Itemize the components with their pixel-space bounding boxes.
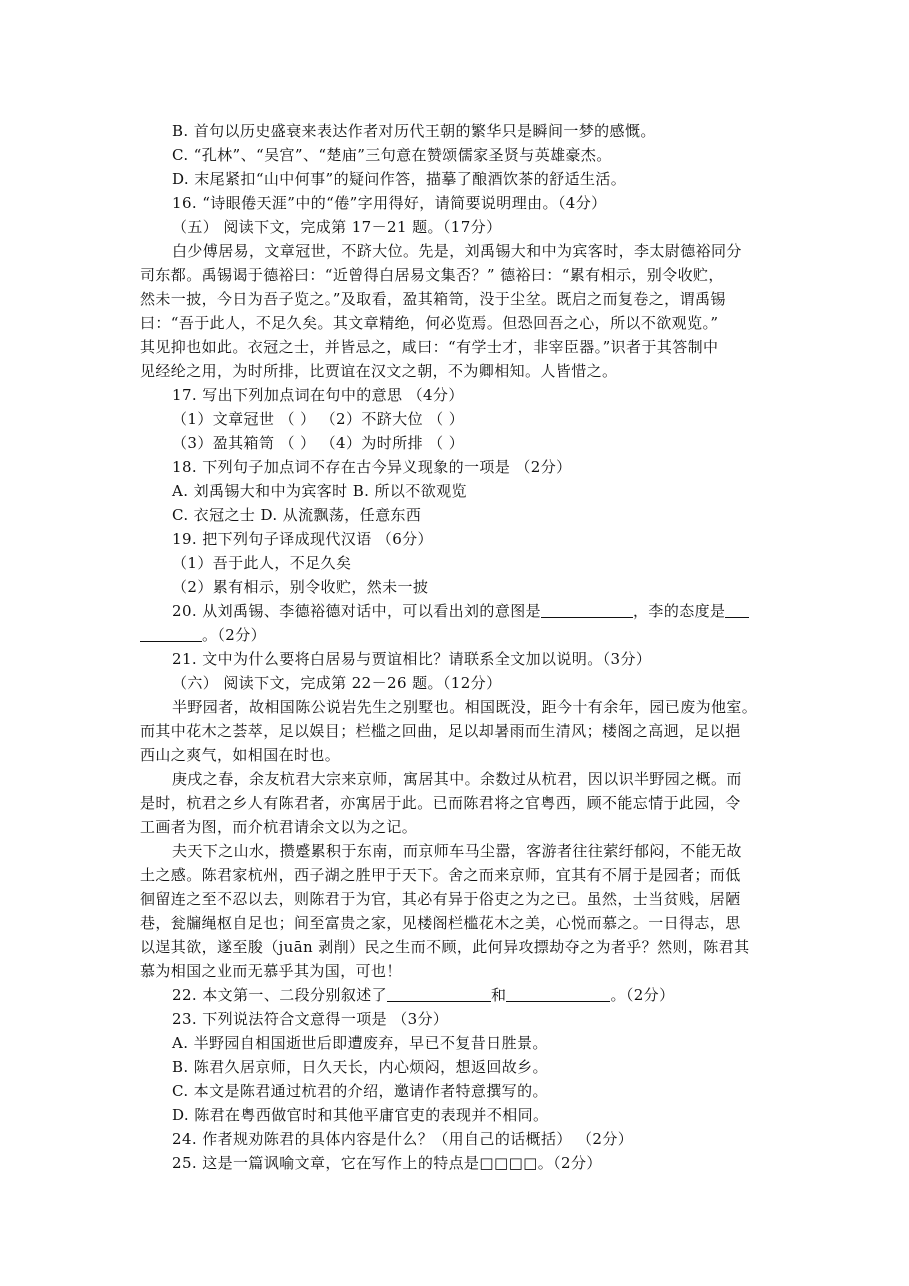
question-22 (172, 985, 674, 1005)
question-23-option: A. 半野园自相国逝世后即遭废弃，早已不复昔日胜景。 (172, 1034, 548, 1052)
question-20-points: 。（2分） (202, 626, 267, 644)
answer-blank[interactable] (506, 986, 610, 1002)
question-22-text: 22. 本文第一、二段分别叙述了 (172, 986, 388, 1004)
q15-option-d: D. 末尾紧扣“山中何事”的疑问作答，描摹了酿酒饮茶的舒适生活。 (172, 170, 627, 188)
passage-6-line: 是时，杭君之乡人有陈君者，亦寓居于此。已而陈君将之官粤西，顾不能忘情于此园，令 (140, 794, 741, 812)
passage-5-line: 见经纶之用，为时所排，比贾谊在汉文之朝，不为卿相知。人皆惜之。 (140, 362, 618, 380)
question-23: 23. 下列说法符合文意得一项是 （3分） (172, 1010, 449, 1028)
section-6-header: （六） 阅读下文，完成第 22－26 题。（12分） (172, 674, 502, 692)
passage-6-line: 工画者为图，而介杭君请余文以为之记。 (140, 818, 418, 836)
question-20-text: 20. 从刘禹锡、李德裕德对话中，可以看出刘的意图是 (172, 602, 542, 620)
question-17-item: （3）盈其箱笥 （ ） （4）为时所排 （ ） (172, 434, 465, 452)
answer-blank[interactable] (541, 602, 633, 618)
question-23-option: B. 陈君久居京师，日久天长，内心烦闷，想返回故乡。 (172, 1058, 548, 1076)
section-5-header: （五） 阅读下文，完成第 17－21 题。（17分） (172, 218, 502, 236)
question-16: 16. “诗眼倦天涯”中的“倦”字用得好，请简要说明理由。（4分） (172, 194, 607, 212)
passage-6-line: 庚戌之春，余友杭君大宗来京师，寓居其中。余数过从杭君，因以识半野园之概。而 (172, 770, 742, 788)
question-17-item: （1）文章冠世 （ ） （2）不跻大位 （ ） (172, 410, 465, 428)
passage-6-line: 夫天下之山水，攒蹙累积于东南，而京师车马尘嚣，客游者往往萦纡郁闷，不能无故 (172, 842, 742, 860)
passage-6-line: 而其中花木之荟萃，足以娱目；栏槛之回曲，足以却暑雨而生清风；楼阁之高迥，足以挹 (140, 722, 741, 740)
question-23-option: D. 陈君在粤西做官时和其他平庸官吏的表现并不相同。 (172, 1106, 549, 1124)
question-19-item: （1）吾于此人，不足久矣 (172, 554, 352, 572)
answer-blank[interactable] (140, 626, 202, 642)
q15-option-c: C. “孔林”、“吴宫”、“楚庙”三句意在赞颂儒家圣贤与英雄豪杰。 (172, 146, 612, 164)
passage-6-line: 土之感。陈君家杭州，西子湖之胜甲于天下。舍之而来京师，宜其有不屑于是园者；而低 (140, 866, 741, 884)
passage-6-line: 慕为相国之业而无慕乎其为国，可也！ (140, 962, 402, 980)
question-20 (172, 601, 749, 621)
passage-5-line: 白少傅居易，文章冠世，不跻大位。先是，刘禹锡大和中为宾客时，李太尉德裕同分 (172, 242, 742, 260)
question-22-points: 。（2分） (610, 986, 675, 1004)
question-19-item: （2）累有相示，别令收贮，然未一披 (172, 578, 429, 596)
question-18-option: A. 刘禹锡大和中为宾客时 B. 所以不欲观览 (172, 482, 467, 500)
question-23-option: C. 本文是陈君通过杭君的介绍，邀请作者特意撰写的。 (172, 1082, 548, 1100)
passage-5-line: 曰：“吾于此人，不足久矣。其文章精绝，何必览焉。但恐回吾之心，所以不欲观览。” (140, 314, 719, 332)
passage-6-line: 巷，瓮牖绳枢自足也；间至富贵之家，见楼阁栏槛花木之美，心悦而慕之。一日得志，思 (140, 914, 741, 932)
question-20-text: ，李的态度是 (633, 602, 726, 620)
question-21: 21. 文中为什么要将白居易与贾谊相比？请联系全文加以说明。（3分） (172, 650, 652, 668)
question-20-continued (140, 625, 266, 645)
passage-6-line: 西山之爽气，如相国在时也。 (140, 746, 341, 764)
answer-blank[interactable] (725, 602, 749, 618)
question-24: 24. 作者规劝陈君的具体内容是什么？（用自己的话概括） （2分） (172, 1130, 634, 1148)
question-25: 25. 这是一篇讽喻文章，它在写作上的特点是□□□□。（2分） (172, 1154, 602, 1172)
passage-5-line: 其见抑也如此。衣冠之士，并皆忌之，咸曰：“有学士才，非宰臣器。”识者于其答制中 (140, 338, 719, 356)
passage-5-line: 然未一披，今日为吾子览之。”及取看，盈其箱笥，没于尘坌。既启之而复卷之，谓禹锡 (140, 290, 726, 308)
answer-blank[interactable] (387, 986, 491, 1002)
passage-6-line: 半野园者，故相国陈公说岩先生之别墅也。相国既没，距今十有余年，园已废为他室。 (172, 698, 758, 716)
question-19: 19. 把下列句子译成现代汉语 （6分） (172, 530, 433, 548)
question-18-option: C. 衣冠之士 D. 从流飘荡，任意东西 (172, 506, 422, 524)
question-17: 17. 写出下列加点词在句中的意思 （4分） (172, 386, 464, 404)
question-22-text: 和 (491, 986, 507, 1004)
q15-option-b: B. 首句以历史盛衰来表达作者对历代王朝的繁华只是瞬间一梦的感慨。 (172, 122, 656, 140)
passage-6-line: 徊留连之至不忍以去，则陈君于为官，其必有异于俗吏之为之已。虽然，士当贫贱，居陋 (140, 890, 741, 908)
passage-5-line: 司东都。禹锡谒于德裕曰：“近曾得白居易文集否？” 德裕曰：“累有相示，别令收贮， (140, 266, 724, 284)
passage-6-line: 以逞其欲，遂至朘（juān 剥削）民之生而不顾，此何异攻摽劫夺之为者乎？然则，陈君其 (140, 938, 750, 956)
question-18: 18. 下列句子加点词不存在古今异义现象的一项是 （2分） (172, 458, 572, 476)
